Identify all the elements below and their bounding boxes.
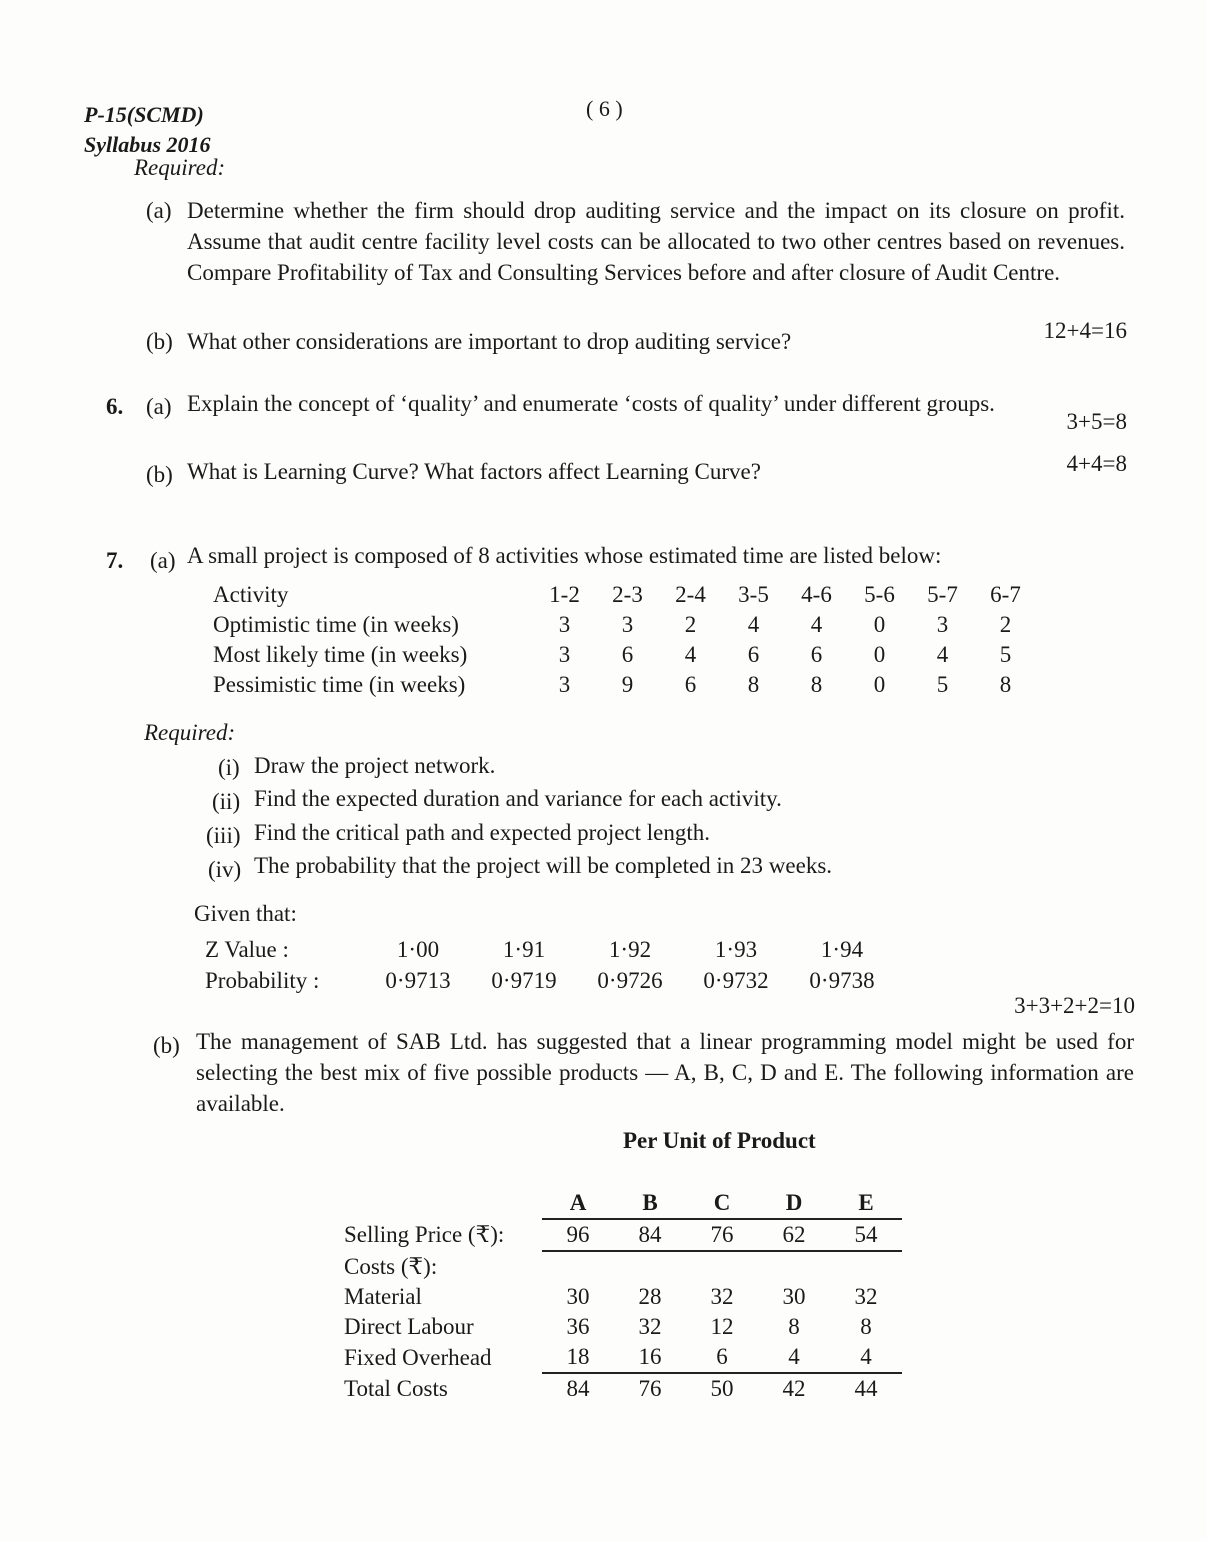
cell: 30 bbox=[782, 1284, 806, 1309]
q7-b-label: (b) bbox=[153, 1033, 180, 1058]
paper-code bbox=[84, 100, 211, 160]
table-row bbox=[213, 640, 1037, 670]
table-header-row bbox=[344, 1188, 902, 1219]
cell: 2-4 bbox=[675, 582, 706, 607]
table-row bbox=[213, 580, 1037, 610]
cell: 5-6 bbox=[864, 582, 895, 607]
q6-a-label: (a) bbox=[146, 394, 172, 419]
q7-item-iv-text: The probability that the project will be completed in 23 weeks. bbox=[254, 853, 833, 878]
cell: 5-7 bbox=[927, 582, 958, 607]
cell: 4 bbox=[758, 1342, 830, 1373]
cell: 54 bbox=[830, 1219, 902, 1251]
row-label: Direct Labour bbox=[344, 1314, 474, 1339]
cell: 30 bbox=[566, 1284, 590, 1309]
q7-a-marks: 3+3+2+2=10 bbox=[1014, 993, 1135, 1018]
cell: 4 bbox=[684, 642, 697, 667]
cell: 0·9713 bbox=[385, 967, 451, 993]
table-row bbox=[344, 1373, 902, 1404]
cell: 4 bbox=[830, 1342, 902, 1373]
cell: 8 bbox=[788, 1314, 800, 1339]
q5-required-heading: Required: bbox=[134, 155, 226, 180]
cell: 2 bbox=[684, 612, 697, 637]
table-row bbox=[344, 1342, 902, 1373]
q6-b-marks: 4+4=8 bbox=[1066, 451, 1127, 476]
cell: 0·9732 bbox=[703, 967, 769, 993]
cell: 44 bbox=[854, 1376, 878, 1401]
cell: 4 bbox=[747, 612, 760, 637]
q7-required-heading: Required: bbox=[144, 720, 236, 745]
cell: 2 bbox=[999, 612, 1012, 637]
cell: 76 bbox=[638, 1376, 662, 1401]
q6-b-text: What is Learning Curve? What factors affect Learning Curve? bbox=[187, 459, 761, 484]
q7-b-text: The management of SAB Ltd. has suggested that a linear programming model might be used for selecting the best mix of five possible products — A, B, C, D and E. The following information are available. bbox=[196, 1029, 1134, 1116]
cell: 4-6 bbox=[801, 582, 832, 607]
table-row bbox=[213, 670, 1037, 700]
q7-item-iii-label: (iii) bbox=[206, 823, 241, 848]
q7-item-i-text: Draw the project network. bbox=[254, 753, 496, 778]
cell: 8 bbox=[999, 672, 1012, 697]
cell: 1·92 bbox=[608, 936, 652, 962]
given-that-label: Given that: bbox=[194, 901, 297, 926]
cell: 62 bbox=[758, 1219, 830, 1251]
header-cell: E bbox=[830, 1188, 902, 1219]
row-label: Material bbox=[344, 1284, 422, 1309]
cell: 3 bbox=[558, 612, 571, 637]
cell: 5 bbox=[936, 672, 949, 697]
paper-code-text: P-15(SCMD) bbox=[84, 102, 204, 127]
row-label: Costs (₹): bbox=[344, 1253, 438, 1279]
cell: 32 bbox=[710, 1284, 734, 1309]
table-row bbox=[344, 1282, 902, 1312]
cell: 36 bbox=[566, 1314, 590, 1339]
q7-item-ii-label: (ii) bbox=[212, 789, 241, 814]
row-label: Pessimistic time (in weeks) bbox=[213, 672, 466, 697]
q6-a-text: Explain the concept of ‘quality’ and enumerate ‘costs of quality’ under different groups. bbox=[187, 391, 995, 416]
cell: 0 bbox=[873, 612, 886, 637]
cell: 28 bbox=[638, 1284, 662, 1309]
cell: 0 bbox=[873, 642, 886, 667]
header-cell: B bbox=[614, 1188, 686, 1219]
cell: 3-5 bbox=[738, 582, 769, 607]
z-value-label: Z Value : bbox=[205, 936, 289, 962]
table-row bbox=[213, 610, 1037, 640]
cell: 3 bbox=[621, 612, 634, 637]
table-row bbox=[205, 965, 895, 996]
q5-b-text: What other considerations are important to drop auditing service? bbox=[187, 329, 792, 354]
cell: 32 bbox=[854, 1284, 878, 1309]
table-row bbox=[344, 1219, 902, 1251]
cell: 1·93 bbox=[714, 936, 758, 962]
q5-a-label: (a) bbox=[146, 198, 172, 223]
cell: 84 bbox=[614, 1219, 686, 1251]
table-row bbox=[344, 1251, 902, 1282]
product-cost-table bbox=[344, 1188, 902, 1404]
activity-time-table bbox=[213, 580, 1037, 700]
cell: 8 bbox=[860, 1314, 872, 1339]
cell: 9 bbox=[621, 672, 634, 697]
cell: 1·00 bbox=[396, 936, 440, 962]
cell: 0 bbox=[873, 672, 886, 697]
syllabus-text: Syllabus 2016 bbox=[84, 132, 211, 157]
cell: 3 bbox=[936, 612, 949, 637]
cell: 5 bbox=[999, 642, 1012, 667]
cell: 6 bbox=[686, 1342, 758, 1373]
cell: 32 bbox=[638, 1314, 662, 1339]
cell: 42 bbox=[782, 1376, 806, 1401]
cell: 6 bbox=[621, 642, 634, 667]
header-cell: A bbox=[542, 1188, 614, 1219]
cell: 96 bbox=[542, 1219, 614, 1251]
row-label: Activity bbox=[213, 582, 289, 607]
header-cell: C bbox=[686, 1188, 758, 1219]
header-cell: D bbox=[758, 1188, 830, 1219]
cell: 3 bbox=[558, 642, 571, 667]
table-row bbox=[205, 934, 895, 965]
q7-item-iii-text: Find the critical path and expected project length. bbox=[254, 820, 711, 845]
q7-number: 7. bbox=[106, 548, 124, 573]
table-row bbox=[344, 1312, 902, 1342]
cell: 1-2 bbox=[549, 582, 580, 607]
cell: 0·9726 bbox=[597, 967, 663, 993]
cell: 16 bbox=[614, 1342, 686, 1373]
q5-b-label: (b) bbox=[146, 329, 173, 354]
cell: 84 bbox=[566, 1376, 590, 1401]
q7-item-iv-label: (iv) bbox=[208, 857, 242, 882]
product-table-title: Per Unit of Product bbox=[623, 1128, 816, 1153]
cell: 0·9738 bbox=[809, 967, 875, 993]
cell: 2-3 bbox=[612, 582, 643, 607]
q6-number: 6. bbox=[106, 394, 124, 419]
q7-a-label: (a) bbox=[150, 548, 176, 573]
cell: 50 bbox=[710, 1376, 734, 1401]
cell: 3 bbox=[558, 672, 571, 697]
page-number: ( 6 ) bbox=[586, 96, 623, 121]
cell: 6 bbox=[747, 642, 760, 667]
row-label: Optimistic time (in weeks) bbox=[213, 612, 459, 637]
q6-a-marks: 3+5=8 bbox=[1066, 409, 1127, 434]
cell: 6-7 bbox=[990, 582, 1021, 607]
q7-a-text: A small project is composed of 8 activities whose estimated time are listed below: bbox=[187, 543, 942, 568]
row-label: Most likely time (in weeks) bbox=[213, 642, 468, 667]
cell: 1·91 bbox=[502, 936, 546, 962]
row-label: Total Costs bbox=[344, 1375, 448, 1401]
cell: 4 bbox=[936, 642, 949, 667]
cell: 6 bbox=[810, 642, 823, 667]
cell: 0·9719 bbox=[491, 967, 557, 993]
cell: 8 bbox=[810, 672, 823, 697]
q7-item-ii-text: Find the expected duration and variance for each activity. bbox=[254, 786, 782, 811]
q6-b-label: (b) bbox=[146, 462, 173, 487]
cell: 12 bbox=[710, 1314, 734, 1339]
q5-marks: 12+4=16 bbox=[1043, 318, 1127, 343]
row-label: Selling Price (₹): bbox=[344, 1222, 505, 1247]
z-probability-table bbox=[205, 934, 895, 996]
cell: 18 bbox=[542, 1342, 614, 1373]
cell: 76 bbox=[686, 1219, 758, 1251]
cell: 4 bbox=[810, 612, 823, 637]
cell: 6 bbox=[684, 672, 697, 697]
row-label: Fixed Overhead bbox=[344, 1344, 492, 1370]
probability-label: Probability : bbox=[205, 967, 320, 993]
q5-a-text: Determine whether the firm should drop auditing service and the impact on its closure on profit. Assume that audit centre facility level costs can be allocated to two other centres based on revenues. Compare Profitability of Tax and Consulting Services before and after closure of Audit Centre. bbox=[187, 198, 1125, 285]
q7-item-i-label: (i) bbox=[218, 755, 240, 780]
cell: 1·94 bbox=[820, 936, 864, 962]
cell: 8 bbox=[747, 672, 760, 697]
